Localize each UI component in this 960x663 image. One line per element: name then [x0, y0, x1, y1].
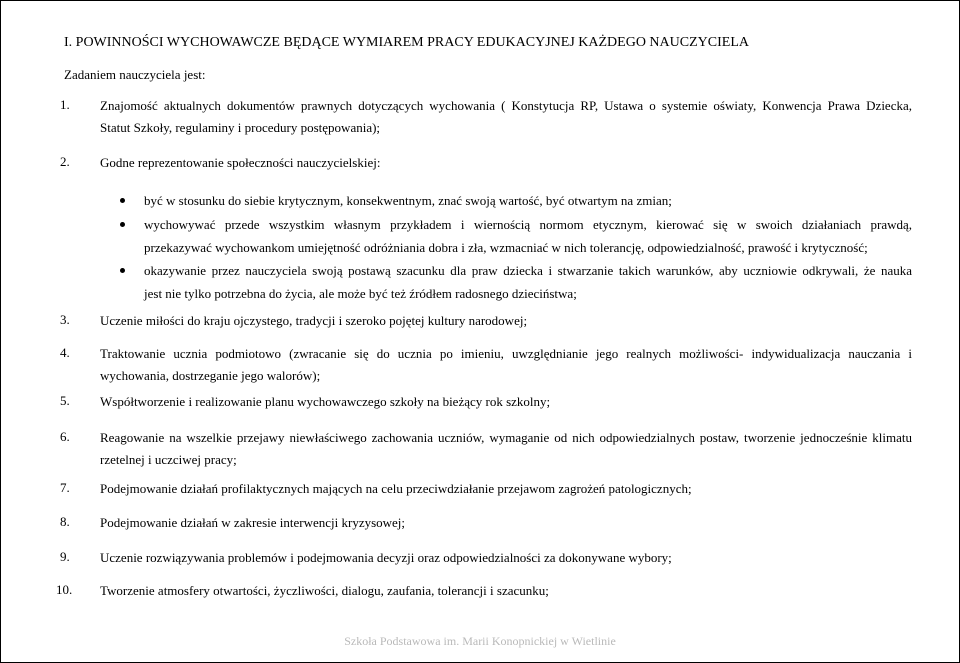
sub-item-line: jest nie tylko potrzebna do życia, ale może być też źródłem radosnego dzieciństwa; — [144, 286, 577, 301]
item-number: 5. — [60, 393, 70, 408]
item-number: 10. — [56, 582, 73, 597]
item-line: Tworzenie atmosfery otwartości, życzliwości, dialogu, zaufania, tolerancji i szacunku; — [100, 583, 549, 598]
sub-list-item — [144, 189, 912, 212]
item-number: 8. — [60, 514, 70, 529]
list-item — [100, 512, 912, 534]
sub-item-line: okazywanie przez nauczyciela swoją postawą szacunku dla praw dziecka i stwarzanie takich warunków, aby uczniowie odkrywali, że nauka — [144, 263, 912, 278]
item-number: 3. — [60, 312, 70, 327]
item-number: 9. — [60, 549, 70, 564]
sub-list-item — [144, 213, 912, 259]
item-line: Podejmowanie działań profilaktycznych mających na celu przeciwdziałanie przejawom zagrożeń patologicznych; — [100, 481, 692, 496]
item-line: rzetelnej i uczciwej pracy; — [100, 452, 237, 467]
item-line: Uczenie rozwiązywania problemów i podejmowania decyzji oraz odpowiedzialności za dokonywane wybory; — [100, 550, 672, 565]
bullet-icon — [120, 222, 125, 227]
item-line: Podejmowanie działań w zakresie interwencji kryzysowej; — [100, 515, 406, 530]
item-line: Współtworzenie i realizowanie planu wychowawczego szkoły na bieżący rok szkolny; — [100, 394, 551, 409]
list-item — [100, 478, 912, 500]
item-line: Znajomość aktualnych dokumentów prawnych dotyczących wychowania ( Konstytucja RP, Ustawa o systemie oświaty, Konwencja Prawa Dziecka, — [100, 98, 912, 113]
sub-list-item — [144, 259, 912, 305]
list-item — [100, 427, 912, 471]
page-footer: Szkoła Podstawowa im. Marii Konopnickiej w Wietlinie — [344, 634, 616, 648]
item-number: 2. — [60, 154, 70, 169]
item-line: Uczenie miłości do kraju ojczystego, tradycji i szeroko pojętej kultury narodowej; — [100, 313, 528, 328]
sub-item-line: być w stosunku do siebie krytycznym, konsekwentnym, znać swoją wartość, być otwartym na zmian; — [144, 193, 672, 208]
item-number: 4. — [60, 345, 70, 360]
item-line: Statut Szkoły, regulaminy i procedury postępowania); — [100, 120, 381, 135]
sub-item-line: przekazywać wychowankom umiejętność odróżniania dobra i zła, wzmacniać w nich tolerancję, odpowiedzialność, prawość i krytyczność; — [144, 240, 868, 255]
item-line: wychowania, dostrzeganie jego walorów); — [100, 368, 321, 383]
item-line: Traktowanie ucznia podmiotowo (zwracanie się do ucznia po imieniu, uwzględnianie jego realnych możliwości- indywidualizacja nauczania i — [100, 346, 912, 361]
bullet-icon — [120, 268, 125, 273]
list-item — [100, 391, 912, 413]
list-item — [100, 547, 912, 569]
section-heading: I. POWINNOŚCI WYCHOWAWCZE BĘDĄCE WYMIAREM PRACY EDUKACYJNEJ KAŻDEGO NAUCZYCIELA — [64, 35, 749, 50]
list-item — [100, 580, 912, 602]
item-number: 7. — [60, 480, 70, 495]
item-number: 1. — [60, 97, 70, 112]
sub-item-line: wychowywać przede wszystkim własnym przykładem i wiernością normom etycznym, kierować się w swoich działaniach prawdą, — [144, 217, 912, 232]
intro-text: Zadaniem nauczyciela jest: — [64, 67, 206, 82]
list-item — [100, 152, 912, 174]
list-item — [100, 95, 912, 139]
bullet-icon — [120, 198, 125, 203]
item-line: Godne reprezentowanie społeczności nauczycielskiej: — [100, 155, 381, 170]
item-number: 6. — [60, 429, 70, 444]
list-item — [100, 310, 912, 332]
list-item — [100, 343, 912, 387]
item-line: Reagowanie na wszelkie przejawy niewłaściwego zachowania uczniów, wymaganie od nich odpowiedzialnych postaw, tworzenie jednocześnie klimatu — [100, 430, 912, 445]
